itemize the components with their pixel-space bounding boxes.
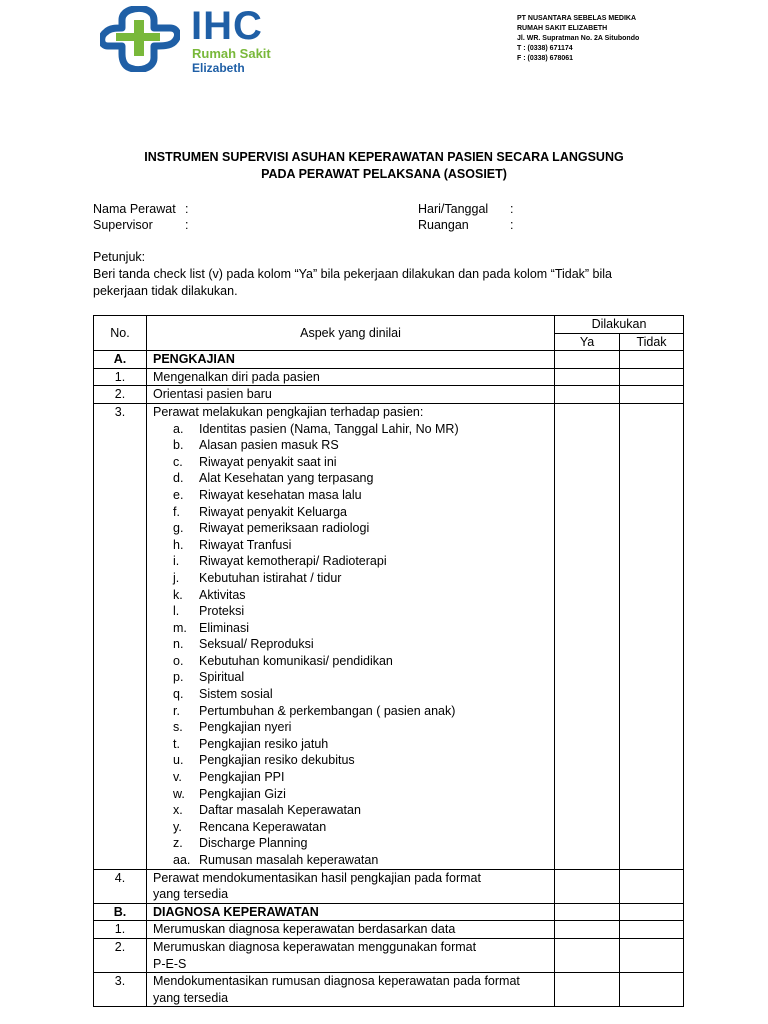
- sub-item: [153, 736, 554, 753]
- sub-item-text: Riwayat penyakit saat ini: [199, 454, 337, 469]
- logo-brand-text: IHC: [191, 4, 263, 48]
- check-cell-tidak[interactable]: [620, 351, 684, 369]
- ruangan-colon: :: [510, 218, 514, 232]
- supervision-table: [93, 315, 684, 1007]
- sub-item-letter: f.: [173, 504, 180, 519]
- sub-item: [153, 603, 554, 620]
- header-tidak: Tidak: [620, 333, 684, 351]
- sub-item: [153, 752, 554, 769]
- instructions-line-1: Beri tanda check list (v) pada kolom “Ya” bila pekerjaan dilakukan dan pada kolom “Tidak” bila: [93, 267, 613, 281]
- sub-item-text: Kebutuhan istirahat / tidur: [199, 570, 342, 585]
- row-text-line-2: P-E-S: [153, 956, 187, 971]
- row-no: 2.: [94, 938, 147, 972]
- row-text-cell: [147, 938, 555, 972]
- sub-item-text: Discharge Planning: [199, 836, 308, 851]
- sub-item-text: Pengkajian Gizi: [199, 786, 286, 801]
- table-row: [94, 386, 684, 404]
- sub-item-letter: g.: [173, 521, 184, 536]
- sub-item-text: Riwayat pemeriksaan radiologi: [199, 521, 370, 536]
- check-cell-ya[interactable]: [555, 386, 620, 404]
- sub-item-letter: y.: [173, 819, 182, 834]
- sub-item-letter: t.: [173, 736, 180, 751]
- sub-item: [153, 703, 554, 720]
- sub-item-text: Rencana Keperawatan: [199, 819, 327, 834]
- row-no: 4.: [94, 869, 147, 903]
- check-cell-ya[interactable]: [555, 403, 620, 869]
- company-name: PT NUSANTARA SEBELAS MEDIKA: [517, 15, 637, 22]
- sub-item-letter: b.: [173, 438, 184, 453]
- sub-item-text: Aktivitas: [199, 587, 246, 602]
- logo-subtitle-2: Elizabeth: [192, 61, 245, 75]
- section-b-no: B.: [94, 903, 147, 921]
- sub-item-letter: s.: [173, 720, 183, 735]
- sub-item-letter: k.: [173, 587, 183, 602]
- sub-item: [153, 719, 554, 736]
- sub-item-text: Pertumbuhan & perkembangan ( pasien anak): [199, 703, 456, 718]
- sub-item-text: Alasan pasien masuk RS: [199, 438, 339, 453]
- sub-item-text: Riwayat kesehatan masa lalu: [199, 487, 362, 502]
- hospital-name: RUMAH SAKIT ELIZABETH: [517, 25, 608, 32]
- check-cell-ya[interactable]: [555, 869, 620, 903]
- sub-item-letter: z.: [173, 836, 183, 851]
- row-text-line-1: Mendokumentasikan rumusan diagnosa keperawatan pada format: [153, 974, 520, 989]
- check-cell-tidak[interactable]: [620, 903, 684, 921]
- row-text: Perawat melakukan pengkajian terhadap pasien:: [153, 404, 424, 419]
- sub-item: [153, 653, 554, 670]
- document-title-line-2: PADA PERAWAT PELAKSANA (ASOSIET): [261, 167, 507, 181]
- sub-item-letter: l.: [173, 604, 180, 619]
- sub-item-text: Daftar masalah Keperawatan: [199, 803, 361, 818]
- sub-item: [153, 686, 554, 703]
- sub-item-letter: w.: [173, 786, 185, 801]
- section-a-title: PENGKAJIAN: [147, 351, 555, 369]
- check-cell-ya[interactable]: [555, 973, 620, 1007]
- row-text-cell: [147, 869, 555, 903]
- check-cell-ya[interactable]: [555, 921, 620, 939]
- sub-item-letter: a.: [173, 421, 184, 436]
- table-row: [94, 368, 684, 386]
- nama-perawat-label: Nama Perawat: [93, 202, 176, 216]
- check-cell-ya[interactable]: [555, 903, 620, 921]
- sub-item-letter: j.: [173, 570, 180, 585]
- hospital-logo: [100, 4, 300, 75]
- company-phone: T : (0338) 671174: [517, 45, 573, 52]
- check-cell-ya[interactable]: [555, 368, 620, 386]
- sub-item-text: Eliminasi: [199, 620, 250, 635]
- check-cell-tidak[interactable]: [620, 938, 684, 972]
- check-cell-tidak[interactable]: [620, 869, 684, 903]
- check-cell-tidak[interactable]: [620, 386, 684, 404]
- sub-item: [153, 421, 554, 438]
- sub-item-text: Seksual/ Reproduksi: [199, 637, 314, 652]
- medical-cross-icon: [100, 6, 180, 72]
- sub-item-letter: d.: [173, 471, 184, 486]
- nama-perawat-colon: :: [185, 202, 189, 216]
- sub-item: [153, 454, 554, 471]
- section-b-title: DIAGNOSA KEPERAWATAN: [147, 903, 555, 921]
- row-no: 3.: [94, 973, 147, 1007]
- sub-item: [153, 553, 554, 570]
- sub-item: [153, 819, 554, 836]
- sub-item-text: Sistem sosial: [199, 687, 273, 702]
- sub-item-letter: v.: [173, 770, 182, 785]
- sub-item-letter: aa.: [173, 853, 191, 867]
- row-text-line-1: Perawat mendokumentasikan hasil pengkajian pada format: [153, 870, 481, 885]
- row-text-line-1: Merumuskan diagnosa keperawatan menggunakan format: [153, 939, 477, 954]
- ruangan-label: Ruangan: [418, 218, 469, 232]
- row-text-cell: [147, 973, 555, 1007]
- company-address: Jl. WR. Supratman No. 2A Situbondo: [517, 35, 640, 42]
- table-row: [94, 869, 684, 903]
- sub-item-letter: p.: [173, 670, 184, 685]
- row-no: 1.: [94, 368, 147, 386]
- sub-item-letter: u.: [173, 753, 184, 768]
- header-ya: Ya: [555, 333, 620, 351]
- check-cell-ya[interactable]: [555, 351, 620, 369]
- assessment-sub-list: [153, 421, 554, 869]
- row-text-line-2: yang tersedia: [153, 887, 229, 902]
- sub-item-text: Proteksi: [199, 604, 245, 619]
- row-text: Mengenalkan diri pada pasien: [147, 368, 555, 386]
- table-header-row: [94, 316, 684, 334]
- supervisor-colon: :: [185, 218, 189, 232]
- check-cell-tidak[interactable]: [620, 368, 684, 386]
- sub-item: [153, 769, 554, 786]
- table-row: [94, 921, 684, 939]
- section-a-no: A.: [94, 351, 147, 369]
- sub-item-letter: i.: [173, 554, 180, 569]
- logo-subtitle-1: Rumah Sakit: [192, 46, 271, 61]
- hari-tanggal-colon: :: [510, 202, 514, 216]
- sub-item-text: Kebutuhan komunikasi/ pendidikan: [199, 653, 393, 668]
- table-row: [94, 973, 684, 1007]
- row-assessment-cell: [147, 403, 555, 869]
- sub-item-letter: h.: [173, 537, 184, 552]
- sub-item-text: Identitas pasien (Nama, Tanggal Lahir, No MR): [199, 421, 459, 436]
- sub-item: [153, 852, 554, 869]
- sub-item-letter: m.: [173, 620, 187, 635]
- sub-item-text: Riwayat Tranfusi: [199, 537, 292, 552]
- sub-item: [153, 587, 554, 604]
- sub-item: [153, 636, 554, 653]
- sub-item-letter: c.: [173, 454, 183, 469]
- row-text: Orientasi pasien baru: [147, 386, 555, 404]
- row-text: Merumuskan diagnosa keperawatan berdasarkan data: [147, 921, 555, 939]
- sub-item: [153, 786, 554, 803]
- sub-item-text: Riwayat penyakit Keluarga: [199, 504, 347, 519]
- sub-item: [153, 802, 554, 819]
- sub-item: [153, 570, 554, 587]
- sub-item: [153, 470, 554, 487]
- sub-item: [153, 835, 554, 852]
- sub-item-text: Pengkajian resiko dekubitus: [199, 753, 355, 768]
- table-row: [94, 938, 684, 972]
- check-cell-tidak[interactable]: [620, 403, 684, 869]
- section-row: [94, 903, 684, 921]
- sub-item: [153, 669, 554, 686]
- sub-item: [153, 487, 554, 504]
- header-aspek: Aspek yang dinilai: [147, 316, 555, 351]
- check-cell-tidak[interactable]: [620, 973, 684, 1007]
- instructions-heading: Petunjuk:: [93, 250, 146, 264]
- sub-item-letter: x.: [173, 803, 183, 818]
- instructions-line-2: pekerjaan tidak dilakukan.: [93, 284, 238, 298]
- check-cell-ya[interactable]: [555, 938, 620, 972]
- company-info: [517, 14, 757, 64]
- sub-item: [153, 620, 554, 637]
- row-no: 1.: [94, 921, 147, 939]
- supervisor-label: Supervisor: [93, 218, 153, 232]
- sub-item: [153, 437, 554, 454]
- sub-item-text: Pengkajian nyeri: [199, 720, 292, 735]
- check-cell-tidak[interactable]: [620, 921, 684, 939]
- hari-tanggal-label: Hari/Tanggal: [418, 202, 489, 216]
- sub-item: [153, 520, 554, 537]
- sub-item-letter: n.: [173, 637, 184, 652]
- sub-item-text: Rumusan masalah keperawatan: [199, 853, 379, 867]
- sub-item-letter: e.: [173, 487, 184, 502]
- sub-item-text: Riwayat kemotherapi/ Radioterapi: [199, 554, 387, 569]
- company-fax: F : (0338) 678061: [517, 55, 574, 62]
- table-row: [94, 403, 684, 869]
- row-no: 2.: [94, 386, 147, 404]
- sub-item-letter: r.: [173, 703, 180, 718]
- header-no: No.: [94, 316, 147, 351]
- sub-item: [153, 537, 554, 554]
- row-text-line-2: yang tersedia: [153, 990, 229, 1005]
- header-dilakukan: Dilakukan: [555, 316, 684, 334]
- sub-item-text: Pengkajian resiko jatuh: [199, 736, 329, 751]
- row-no: 3.: [94, 403, 147, 869]
- section-row: [94, 351, 684, 369]
- sub-item-text: Spiritual: [199, 670, 245, 685]
- sub-item-letter: o.: [173, 653, 184, 668]
- sub-item-text: Alat Kesehatan yang terpasang: [199, 471, 374, 486]
- document-title-line-1: INSTRUMEN SUPERVISI ASUHAN KEPERAWATAN PASIEN SECARA LANGSUNG: [144, 150, 624, 164]
- sub-item-letter: q.: [173, 687, 184, 702]
- sub-item: [153, 504, 554, 521]
- sub-item-text: Pengkajian PPI: [199, 770, 285, 785]
